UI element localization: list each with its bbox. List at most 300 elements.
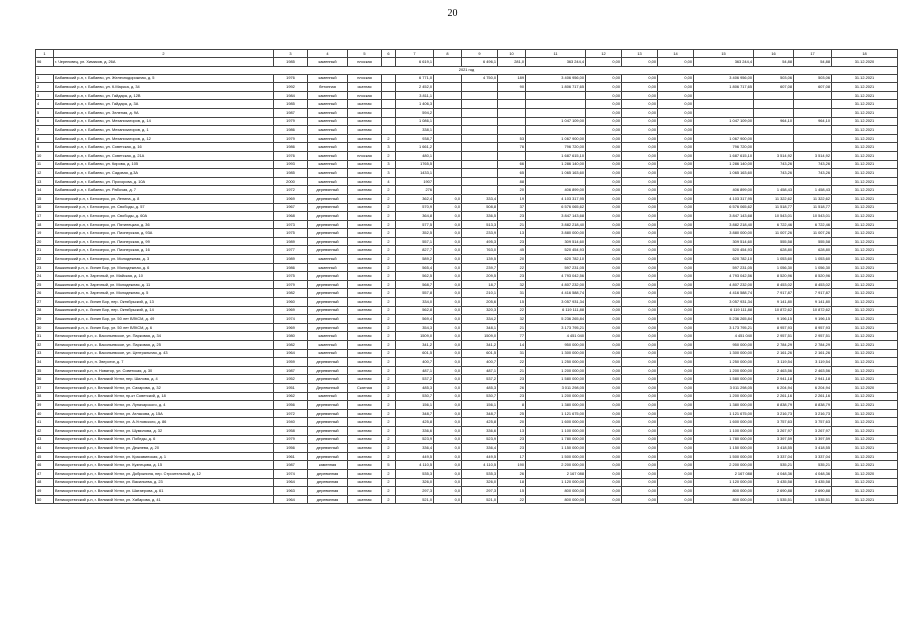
table-row — [36, 212, 898, 221]
table-cell: 0,00 — [622, 263, 658, 272]
table-cell: 2 — [382, 409, 396, 418]
table-cell: 0,00 — [658, 117, 694, 126]
table-cell: скатная — [348, 392, 382, 401]
table-cell: 5 — [36, 108, 54, 117]
table-cell: 0,00 — [586, 160, 622, 169]
table-cell: скатная — [348, 366, 382, 375]
table-cell: 2 452,0 — [396, 83, 434, 92]
table-cell: 31.12.2021 — [832, 289, 898, 298]
table-cell: 31.12.2021 — [832, 487, 898, 496]
table-cell: 3 435,58 — [754, 478, 794, 487]
year-label: 2021 год — [36, 66, 898, 74]
table-cell: 0,0 — [434, 478, 462, 487]
table-row — [36, 418, 898, 427]
table-cell: 1 065 163,60 — [526, 169, 586, 178]
table-cell: 31.12.2021 — [832, 100, 898, 109]
table-cell: 3 119,54 — [754, 358, 794, 367]
table-cell — [694, 126, 754, 135]
table-cell: 0,00 — [622, 298, 658, 307]
table-cell: 23 — [498, 435, 526, 444]
table-cell — [526, 177, 586, 186]
table-cell: 17 — [498, 452, 526, 461]
table-cell: Скатная — [348, 383, 382, 392]
table-cell: 0,00 — [622, 383, 658, 392]
table-cell: каменный — [308, 126, 348, 135]
table-cell: 0,00 — [586, 401, 622, 410]
table-row — [36, 143, 898, 152]
table-cell: 2 — [382, 255, 396, 264]
table-row — [36, 444, 898, 453]
table-cell: скатная — [348, 272, 382, 281]
table-cell: 0,00 — [658, 203, 694, 212]
table-cell: 537,2 — [396, 375, 434, 384]
table-cell: деревянный — [308, 237, 348, 246]
table-cell: 0,00 — [622, 83, 658, 92]
table-row — [36, 306, 898, 315]
table-cell: деревянный — [308, 246, 348, 255]
table-cell: 3 — [36, 91, 54, 100]
table-cell: 0,0 — [434, 375, 462, 384]
table-cell: 20 — [498, 418, 526, 427]
table-cell: 0,00 — [586, 487, 622, 496]
table-cell: 45 — [36, 452, 54, 461]
table-cell: 2 — [382, 289, 396, 298]
table-row — [36, 315, 898, 324]
table-row — [36, 452, 898, 461]
table-cell: 0,00 — [586, 83, 622, 92]
table-cell: 3 435,58 — [794, 478, 832, 487]
table-cell: 1979 — [274, 134, 308, 143]
table-cell: 523,9 — [396, 435, 434, 444]
table-cell: 743,26 — [794, 160, 832, 169]
table-cell: деревянный — [308, 298, 348, 307]
table-cell: 8 838,79 — [794, 401, 832, 410]
table-cell — [462, 160, 498, 169]
table-cell: каменный — [308, 177, 348, 186]
table-row — [36, 117, 898, 126]
table-cell: 1509,0 — [462, 332, 498, 341]
table-cell: 22 — [498, 263, 526, 272]
table-cell: 46 — [36, 461, 54, 470]
table-cell: 763,0 — [462, 246, 498, 255]
table-cell: 2 — [382, 383, 396, 392]
table-cell: 189 — [498, 74, 526, 83]
table-cell: скатная — [348, 323, 382, 332]
table-cell: 363 244,4 — [694, 58, 754, 67]
table-cell: 0,00 — [658, 487, 694, 496]
table-cell: Великоустюгский р-н, г. Великий Устюг, пр-кт Советский, д. 18 — [54, 392, 274, 401]
table-cell: 3 397,59 — [794, 435, 832, 444]
table-cell: 31.12.2021 — [832, 220, 898, 229]
table-cell: 1 661,2 — [396, 143, 434, 152]
table-cell: 8 — [498, 401, 526, 410]
table-cell: 31.12.2021 — [832, 143, 898, 152]
table-cell — [382, 91, 396, 100]
table-cell: деревянный — [308, 229, 348, 238]
table-cell: 31.12.2021 — [832, 151, 898, 160]
table-cell: 485,3 — [396, 383, 434, 392]
table-cell: каменный — [308, 341, 348, 350]
table-cell: 1985 — [274, 100, 308, 109]
table-cell: 827,7 — [396, 246, 434, 255]
table-cell: 8 838,79 — [754, 401, 794, 410]
table-cell: Великоустюгский р-н, г. Великий Устюг, ул. Кузнецова, д. 15 — [54, 461, 274, 470]
table-cell: 0,00 — [622, 435, 658, 444]
table-cell: 31.12.2021 — [832, 74, 898, 83]
table-cell: 334,0 — [396, 298, 434, 307]
table-cell: 8 520,96 — [754, 272, 794, 281]
table-cell: 0,00 — [622, 272, 658, 281]
table-cell: 0,00 — [658, 177, 694, 186]
table-cell: 1987 — [274, 108, 308, 117]
table-cell: 4 048,36 — [754, 469, 794, 478]
table-cell — [462, 143, 498, 152]
table-cell: 2 784,29 — [754, 341, 794, 350]
table-cell: деревянный — [308, 280, 348, 289]
table-cell: 17 — [794, 50, 832, 58]
table-cell: 5 236 265,84 — [694, 315, 754, 324]
table-row — [36, 435, 898, 444]
table-cell — [694, 108, 754, 117]
table-cell: 7 — [396, 50, 434, 58]
table-cell: 23 — [36, 263, 54, 272]
table-cell: 31.12.2021 — [832, 237, 898, 246]
table-cell: 601,5 — [396, 349, 434, 358]
table-cell: скатная — [348, 306, 382, 315]
table-cell: 6 119 111,88 — [694, 306, 754, 315]
table-cell: 23 — [498, 375, 526, 384]
table-cell: 0,00 — [622, 366, 658, 375]
table-cell: 31.12.2021 — [832, 83, 898, 92]
table-cell: 19 — [36, 229, 54, 238]
table-row — [36, 246, 898, 255]
table-cell: 352,5 — [396, 229, 434, 238]
table-cell: Вашкинский р-н, с. Липин Бор, ул. 50 лет ВЛКСМ, д. 49 — [54, 315, 274, 324]
table-cell: 0,0 — [434, 220, 462, 229]
table-cell: 1963 — [274, 487, 308, 496]
table-cell: Великоустюгский р-н, с. Васильевское, ул. Центральная, д. 43 — [54, 349, 274, 358]
table-cell: 0,00 — [658, 272, 694, 281]
table-cell: 1 406,3 — [396, 100, 434, 109]
table-cell: Бабаевский р-н, г. Бабаево, ул. Механизаторов, д. 14 — [54, 117, 274, 126]
table-cell: деревянный — [308, 315, 348, 324]
table-cell — [794, 100, 832, 109]
table-cell: скатная — [348, 212, 382, 221]
table-cell: 0,00 — [658, 186, 694, 195]
table-cell: 1969 — [274, 306, 308, 315]
table-cell: 31.12.2020 — [832, 383, 898, 392]
table-cell — [434, 108, 462, 117]
table-cell: 4 793 042,56 — [694, 272, 754, 281]
table-cell: 1979 — [274, 117, 308, 126]
table-cell — [434, 74, 462, 83]
table-cell: 0,00 — [586, 409, 622, 418]
table-cell — [382, 126, 396, 135]
table-cell: деревянный — [308, 418, 348, 427]
table-cell: скатная — [348, 375, 382, 384]
table-cell: 1984 — [274, 91, 308, 100]
table-cell: 0,00 — [622, 469, 658, 478]
table-cell: 0,00 — [586, 349, 622, 358]
table-cell: 12 — [36, 169, 54, 178]
table-cell — [434, 151, 462, 160]
table-cell: каменный — [308, 151, 348, 160]
table-cell: скатная — [348, 478, 382, 487]
table-cell: 425,8 — [396, 418, 434, 427]
table-cell: 76 — [498, 143, 526, 152]
table-cell: 1962 — [274, 392, 308, 401]
table-row — [36, 392, 898, 401]
table-cell: 0,00 — [622, 74, 658, 83]
table-cell: каменный — [308, 160, 348, 169]
table-cell: 1982 — [274, 289, 308, 298]
table-cell: 0,00 — [658, 392, 694, 401]
table-cell: Бабаевский р-н, г. Бабаево, ул. Рабочая, д. 7 — [54, 186, 274, 195]
table-cell — [434, 134, 462, 143]
table-cell: Белозерский р-н, г. Белозерск, ул. Пионерская, д. 16 — [54, 246, 274, 255]
table-cell: 950 000,00 — [526, 341, 586, 350]
table-row — [36, 375, 898, 384]
table-cell: 0,00 — [658, 478, 694, 487]
table-cell: 2 — [382, 315, 396, 324]
table-cell: 0,0 — [434, 263, 462, 272]
table-cell: скатная — [348, 280, 382, 289]
table-cell: 0,00 — [658, 169, 694, 178]
table-cell: 0,00 — [622, 203, 658, 212]
table-cell: скатная — [348, 194, 382, 203]
table-cell: 3 811,1 — [396, 91, 434, 100]
table-cell: 0,00 — [658, 74, 694, 83]
table-cell: 1960 — [274, 298, 308, 307]
table-cell — [382, 58, 396, 67]
table-cell: 10 872,62 — [794, 306, 832, 315]
table-cell: скатная — [348, 495, 382, 504]
table-cell: 1 286 140,00 — [526, 160, 586, 169]
table-cell: 0,00 — [622, 341, 658, 350]
table-cell: 7 917,87 — [754, 289, 794, 298]
table-cell: Бабаевский р-н, г. Бабаево, ул. Механизаторов, д. 12 — [54, 134, 274, 143]
table-cell: 2 161,26 — [754, 349, 794, 358]
table-cell: 18 — [498, 478, 526, 487]
table-cell: Белозерский р-н, г. Белозерск, ул. Пионерская, д. 99 — [54, 237, 274, 246]
table-cell: 964,10 — [754, 117, 794, 126]
table-cell: 1977 — [274, 246, 308, 255]
table-cell: 487,1 — [396, 366, 434, 375]
table-cell: скатная — [348, 418, 382, 427]
table-cell: 0,00 — [622, 392, 658, 401]
table-cell: 1992 — [274, 83, 308, 92]
table-cell: 1940 — [274, 418, 308, 427]
table-cell: 2 — [382, 418, 396, 427]
table-cell: 0,00 — [622, 91, 658, 100]
table-cell: 0,0 — [434, 306, 462, 315]
table-cell: Великоустюгский р-н, с. Васильевское, ул. Парковая, д. 34 — [54, 332, 274, 341]
table-cell: 0,00 — [586, 255, 622, 264]
table-cell: скатная — [348, 487, 382, 496]
table-row — [36, 83, 898, 92]
table-cell: 0,00 — [658, 100, 694, 109]
table-cell: 1 053,60 — [754, 255, 794, 264]
table-cell: 1 121 675,00 — [694, 409, 754, 418]
table-cell: 31.12.2021 — [832, 375, 898, 384]
table-cell: 530,7 — [396, 392, 434, 401]
table-cell — [434, 83, 462, 92]
table-cell: 1 065 163,60 — [694, 169, 754, 178]
table-cell: 2 — [382, 212, 396, 221]
table-cell: 2 161,26 — [794, 349, 832, 358]
table-cell: 503,06 — [794, 74, 832, 83]
table-cell: 1989 — [274, 255, 308, 264]
table-cell: 0,00 — [658, 289, 694, 298]
table-cell: скатная — [348, 341, 382, 350]
table-cell: 31 — [498, 289, 526, 298]
table-cell: 4 103 317,95 — [526, 194, 586, 203]
table-cell: 570,9 — [396, 203, 434, 212]
table-cell: Белозерский р-н, г. Белозерск, ул. Пионерская, д. 93А — [54, 229, 274, 238]
table-cell: 530,7 — [462, 392, 498, 401]
table-cell — [462, 117, 498, 126]
table-cell: Вашкинский р-н, с. Липин Бор, ул. Молодежная, д. 6 — [54, 263, 274, 272]
table-cell: 3 757,63 — [754, 418, 794, 427]
table-cell: 1 200 000,00 — [694, 392, 754, 401]
table-cell: 1765,5 — [396, 160, 434, 169]
table-cell: 31.12.2021 — [832, 255, 898, 264]
table-cell: 555,58 — [794, 237, 832, 246]
table-cell: 1 380 000,00 — [694, 401, 754, 410]
table-cell: 938,7 — [396, 134, 434, 143]
table-cell: 31.12.2021 — [832, 409, 898, 418]
table-cell: 3 — [274, 50, 308, 58]
table-cell: скатная — [348, 444, 382, 453]
table-cell: 0,00 — [622, 495, 658, 504]
table-cell: 31.12.2021 — [832, 280, 898, 289]
table-cell: 363 244,4 — [526, 58, 586, 67]
table-cell: 18 — [36, 220, 54, 229]
table-cell: 13 — [498, 426, 526, 435]
table-cell — [462, 177, 498, 186]
table-cell: 1 067 900,00 — [694, 134, 754, 143]
table-cell: 0,00 — [586, 366, 622, 375]
table-cell: 23 — [498, 444, 526, 453]
table-cell: 2 — [382, 229, 396, 238]
table-cell: 2 941,18 — [794, 375, 832, 384]
table-cell: 31.12.2021 — [832, 126, 898, 135]
table-cell: 4 110,5 — [396, 461, 434, 470]
table-row — [36, 263, 898, 272]
table-cell: 0,00 — [622, 151, 658, 160]
table-cell: 0,0 — [434, 272, 462, 281]
table-cell: Великоустюгский р-н, г. Великий Устюг, ул. Хабарова, д. 41 — [54, 495, 274, 504]
table-cell — [434, 160, 462, 169]
table-cell: 2 200 000,00 — [526, 461, 586, 470]
table-cell: 21 — [36, 246, 54, 255]
table-cell: 15 — [694, 50, 754, 58]
table-cell: 0,00 — [586, 91, 622, 100]
table-cell: 1 600 000,00 — [526, 418, 586, 427]
table-cell: 1967 — [274, 203, 308, 212]
table-cell: 0,00 — [586, 169, 622, 178]
table-cell: скатная — [348, 126, 382, 135]
table-cell: Великоустюгский р-н, г. Великий Устюг, ул. Красавинская, д. 1 — [54, 452, 274, 461]
table-cell: 4 — [382, 177, 396, 186]
table-cell: 2 — [382, 186, 396, 195]
table-cell: 8 520,96 — [794, 272, 832, 281]
table-cell: скатная — [348, 315, 382, 324]
table-cell: 555,58 — [754, 237, 794, 246]
table-cell: 950 000,00 — [694, 341, 754, 350]
table-cell: 2 261,16 — [754, 392, 794, 401]
table-cell: 297,3 — [396, 487, 434, 496]
table-cell: 1 067 900,00 — [526, 134, 586, 143]
table-cell: 43 — [36, 435, 54, 444]
table-row — [36, 255, 898, 264]
year-divider-row — [36, 66, 898, 74]
table-cell: 31.12.2021 — [832, 91, 898, 100]
table-cell: 31.12.2021 — [832, 246, 898, 255]
table-cell: 31.12.2021 — [832, 332, 898, 341]
table-cell: 31.12.2021 — [832, 298, 898, 307]
table-cell: каменный — [308, 74, 348, 83]
table-row — [36, 220, 898, 229]
table-cell: 3 216,73 — [794, 409, 832, 418]
table-cell: 0,00 — [622, 315, 658, 324]
table-cell: 6 204,94 — [794, 383, 832, 392]
table-cell: 1 535,51 — [794, 495, 832, 504]
table-cell: 3 — [382, 160, 396, 169]
table-cell: 10 — [36, 151, 54, 160]
table-cell: Великоустюгский р-н, г. Великий Устюг, ул. Шумилова, д. 32 — [54, 426, 274, 435]
table-cell: 0,00 — [622, 358, 658, 367]
table-cell: 348,7 — [462, 409, 498, 418]
table-cell: 19 — [498, 194, 526, 203]
table-cell: 1956 — [274, 401, 308, 410]
table-cell: 0,00 — [658, 151, 694, 160]
table-cell: 23 — [498, 272, 526, 281]
table-cell: 32 — [498, 280, 526, 289]
table-cell: 3 882 218,40 — [694, 220, 754, 229]
table-cell: 31.12.2021 — [832, 349, 898, 358]
table-cell: 1 580 000,00 — [694, 375, 754, 384]
table-cell: 0,0 — [434, 426, 462, 435]
table-cell: 0,00 — [586, 263, 622, 272]
table-cell: 0,00 — [658, 383, 694, 392]
table-cell: каменный — [308, 100, 348, 109]
table-cell: скатная — [348, 108, 382, 117]
table-cell: деревянный — [308, 186, 348, 195]
table-cell: 964,10 — [794, 117, 832, 126]
table-cell: 2 784,29 — [794, 341, 832, 350]
table-cell: Бабаевский р-н, г. Бабаево, ул. Зеленая, д. 9А — [54, 108, 274, 117]
table-cell: 37 — [498, 203, 526, 212]
table-cell: 4 110,5 — [462, 461, 498, 470]
table-cell: скатная — [348, 452, 382, 461]
table-cell: каменный — [308, 134, 348, 143]
table-cell: 0,00 — [658, 126, 694, 135]
table-cell: 17 — [36, 212, 54, 221]
table-cell: 0,0 — [434, 409, 462, 418]
table-cell: 1968 — [274, 212, 308, 221]
table-cell: 400,7 — [396, 358, 434, 367]
table-cell: 0,00 — [658, 108, 694, 117]
table-cell: 1 600 000,00 — [694, 418, 754, 427]
table-cell: 31.12.2021 — [832, 478, 898, 487]
table-cell: 11 518,77 — [794, 203, 832, 212]
table-cell: 14 — [36, 186, 54, 195]
table-row — [36, 461, 898, 470]
table-cell: 1952 — [274, 375, 308, 384]
table-cell — [462, 169, 498, 178]
table-cell: 0,00 — [586, 461, 622, 470]
